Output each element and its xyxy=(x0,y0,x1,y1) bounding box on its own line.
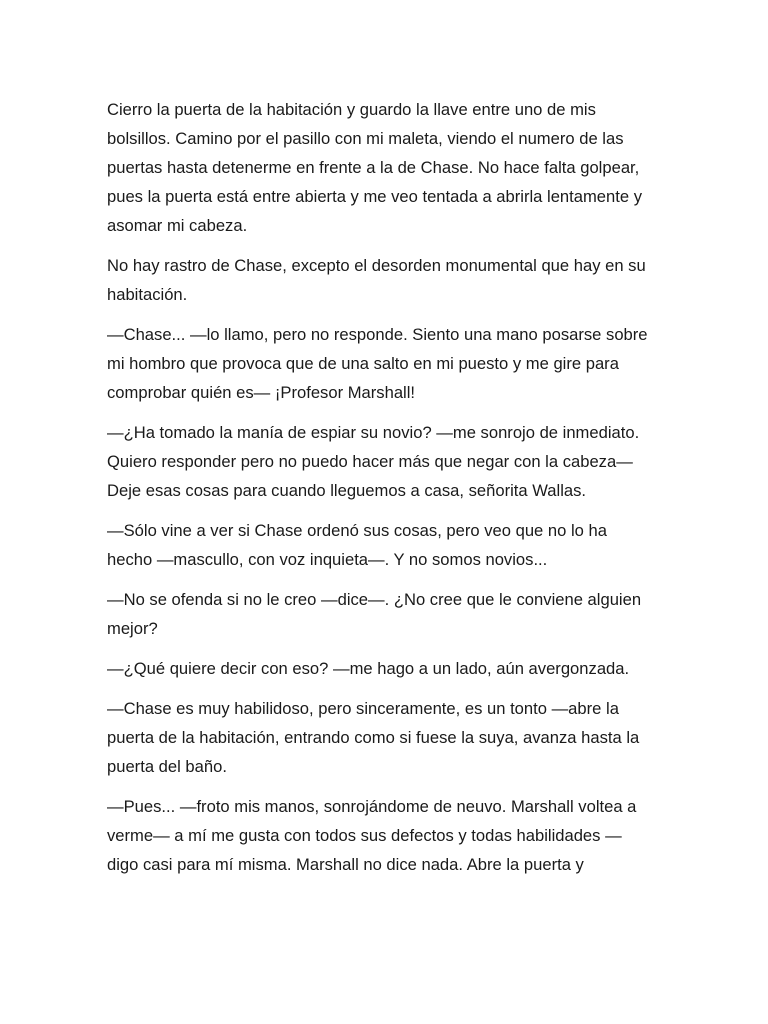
text-line: —¿Qué quiere decir con eso? —me hago a un lado, aún avergonzada. xyxy=(107,659,630,678)
text-line: —Chase... —lo llamo, pero no responde. Siento una mano posarse sobre xyxy=(107,325,648,344)
text-line: verme— a mí me gusta con todos sus defectos y todas habilidades — xyxy=(107,826,622,845)
text-line: digo casi para mí misma. Marshall no dice nada. Abre la puerta y xyxy=(107,855,584,874)
paragraph xyxy=(107,418,667,505)
paragraph xyxy=(107,251,667,309)
text-line: Quiero responder pero no puedo hacer más que negar con la cabeza— xyxy=(107,452,633,471)
text-line: Cierro la puerta de la habitación y guardo la llave entre uno de mis xyxy=(107,100,596,119)
text-line: —Pues... —froto mis manos, sonrojándome de neuvo. Marshall voltea a xyxy=(107,797,637,816)
text-line: comprobar quién es— ¡Profesor Marshall! xyxy=(107,383,416,402)
text-line: asomar mi cabeza. xyxy=(107,216,248,235)
text-line: mejor? xyxy=(107,619,158,638)
paragraph xyxy=(107,516,667,574)
text-line: —No se ofenda si no le creo —dice—. ¿No cree que le conviene alguien xyxy=(107,590,642,609)
text-line: habitación. xyxy=(107,285,188,304)
text-line: mi hombro que provoca que de una salto en mi puesto y me gire para xyxy=(107,354,619,373)
paragraph xyxy=(107,792,667,879)
text-line: bolsillos. Camino por el pasillo con mi maleta, viendo el numero de las xyxy=(107,129,624,148)
paragraph xyxy=(107,585,667,643)
paragraph xyxy=(107,694,667,781)
text-line: —Chase es muy habilidoso, pero sinceramente, es un tonto —abre la xyxy=(107,699,619,718)
text-line: Deje esas cosas para cuando lleguemos a casa, señorita Wallas. xyxy=(107,481,587,500)
document-body xyxy=(107,95,667,890)
text-line: puerta del baño. xyxy=(107,757,227,776)
paragraph xyxy=(107,654,667,683)
paragraph xyxy=(107,320,667,407)
text-line: —¿Ha tomado la manía de espiar su novio? —me sonrojo de inmediato. xyxy=(107,423,640,442)
text-line: hecho —mascullo, con voz inquieta—. Y no somos novios... xyxy=(107,550,548,569)
text-line: pues la puerta está entre abierta y me veo tentada a abrirla lentamente y xyxy=(107,187,643,206)
text-line: puerta de la habitación, entrando como si fuese la suya, avanza hasta la xyxy=(107,728,640,747)
text-line: No hay rastro de Chase, excepto el desorden monumental que hay en su xyxy=(107,256,646,275)
text-line: puertas hasta detenerme en frente a la de Chase. No hace falta golpear, xyxy=(107,158,640,177)
paragraph xyxy=(107,95,667,240)
text-line: —Sólo vine a ver si Chase ordenó sus cosas, pero veo que no lo ha xyxy=(107,521,607,540)
